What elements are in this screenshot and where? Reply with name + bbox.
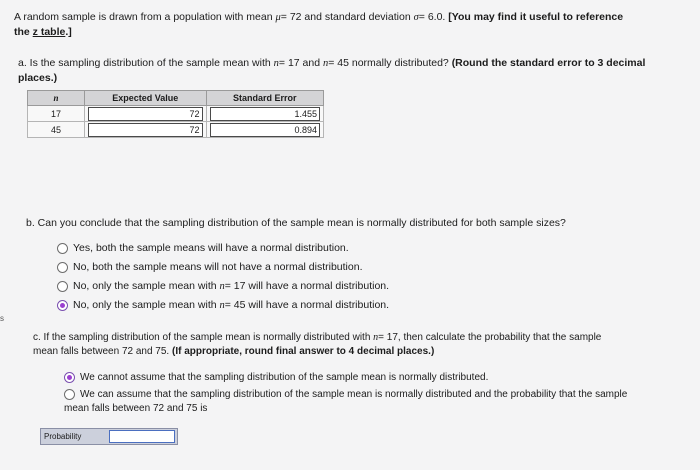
- cell-se: [206, 106, 323, 122]
- table-row: [28, 122, 324, 138]
- part-c-instruction: (If appropriate, round final answer to 4 decimal places.): [172, 346, 435, 357]
- sampling-table: [27, 90, 324, 138]
- sigma-value: = 6.0.: [418, 11, 446, 23]
- margin-mark: s: [0, 314, 4, 323]
- part-c-option-2[interactable]: [64, 388, 684, 402]
- n1-text: = 17 and: [278, 57, 321, 69]
- option-label: We can assume that the sampling distribution of the sample mean is normally distributed and the probability that the sample: [80, 389, 628, 400]
- option-label-block: [80, 388, 627, 402]
- part-b-option-4[interactable]: [57, 299, 389, 311]
- n-symbol: n: [219, 299, 225, 311]
- part-c-question: [33, 331, 673, 359]
- hint-text: [You may find it useful to reference: [448, 11, 624, 23]
- n2-text: = 45 normally distributed?: [328, 57, 449, 69]
- cell-se: [206, 122, 323, 138]
- part-a-instruction: (Round the standard error to 3 decimal: [451, 57, 646, 69]
- mu-value: = 72 and standard deviation: [280, 11, 411, 23]
- expected-input[interactable]: 72: [88, 107, 203, 121]
- cell-expected: [85, 106, 207, 122]
- radio-button[interactable]: [57, 243, 68, 254]
- probability-input[interactable]: [109, 430, 175, 443]
- part-b-option-2[interactable]: [57, 261, 362, 273]
- radio-button[interactable]: [57, 262, 68, 273]
- option-label-2: mean falls between 72 and 75 is: [64, 403, 208, 414]
- radio-button[interactable]: [64, 389, 75, 400]
- z-table-link[interactable]: z table: [32, 26, 66, 38]
- option-label: No, only the sample mean with: [73, 299, 217, 311]
- part-b-option-3[interactable]: [57, 280, 389, 292]
- part-b-option-1[interactable]: [57, 242, 349, 254]
- option-label: No, both the sample means will not have a normal distribution.: [73, 261, 363, 273]
- part-c-text: c. If the sampling distribution of the sample mean is normally distributed with: [33, 332, 371, 343]
- part-c-option-1[interactable]: [64, 372, 488, 383]
- part-b-question: b. Can you conclude that the sampling distribution of the sample mean is normally distributed for both sample sizes?: [26, 217, 566, 229]
- n-symbol: n: [273, 58, 279, 69]
- option-label: We cannot assume that the sampling distribution of the sample mean is normally distributed.: [80, 372, 489, 383]
- intro-text: A random sample is drawn from a population with mean: [14, 11, 273, 23]
- radio-button-selected[interactable]: [64, 372, 75, 383]
- option-label-end: = 17 will have a normal distribution.: [224, 280, 390, 292]
- header-expected-value: Expected Value: [85, 91, 207, 106]
- table-header-row: [28, 91, 324, 106]
- probability-row: [40, 428, 178, 445]
- part-c-text-2: = 17, then calculate the probability that the sample: [378, 332, 602, 343]
- n-symbol: n: [219, 280, 225, 292]
- problem-intro: [14, 10, 694, 40]
- se-input[interactable]: 0.894: [210, 123, 320, 137]
- header-standard-error: Standard Error: [206, 91, 323, 106]
- hint-end: .]: [65, 26, 72, 38]
- option-label-end: = 45 will have a normal distribution.: [224, 299, 390, 311]
- part-a-question: [18, 56, 688, 86]
- n-symbol: n: [322, 58, 329, 69]
- radio-button[interactable]: [57, 281, 68, 292]
- cell-expected: [85, 122, 207, 138]
- expected-input[interactable]: 72: [88, 123, 203, 137]
- part-a-instruction-2: places.): [18, 72, 58, 84]
- cell-n: 17: [28, 106, 85, 122]
- cell-n: 45: [28, 122, 85, 138]
- mu-symbol: μ: [275, 12, 281, 23]
- sigma-symbol: σ: [413, 12, 419, 23]
- radio-button-selected[interactable]: [57, 300, 68, 311]
- se-input[interactable]: 1.455: [210, 107, 320, 121]
- table-row: [28, 106, 324, 122]
- option-label: No, only the sample mean with: [73, 280, 217, 292]
- probability-label: Probability: [44, 432, 82, 441]
- n-symbol: n: [373, 332, 379, 343]
- part-a-text: a. Is the sampling distribution of the sample mean with: [18, 57, 271, 69]
- part-c-text-3: mean falls between 72 and 75.: [33, 346, 170, 357]
- hint-text-2: the: [14, 26, 30, 38]
- header-n: n: [28, 91, 85, 106]
- option-label: Yes, both the sample means will have a normal distribution.: [73, 242, 349, 254]
